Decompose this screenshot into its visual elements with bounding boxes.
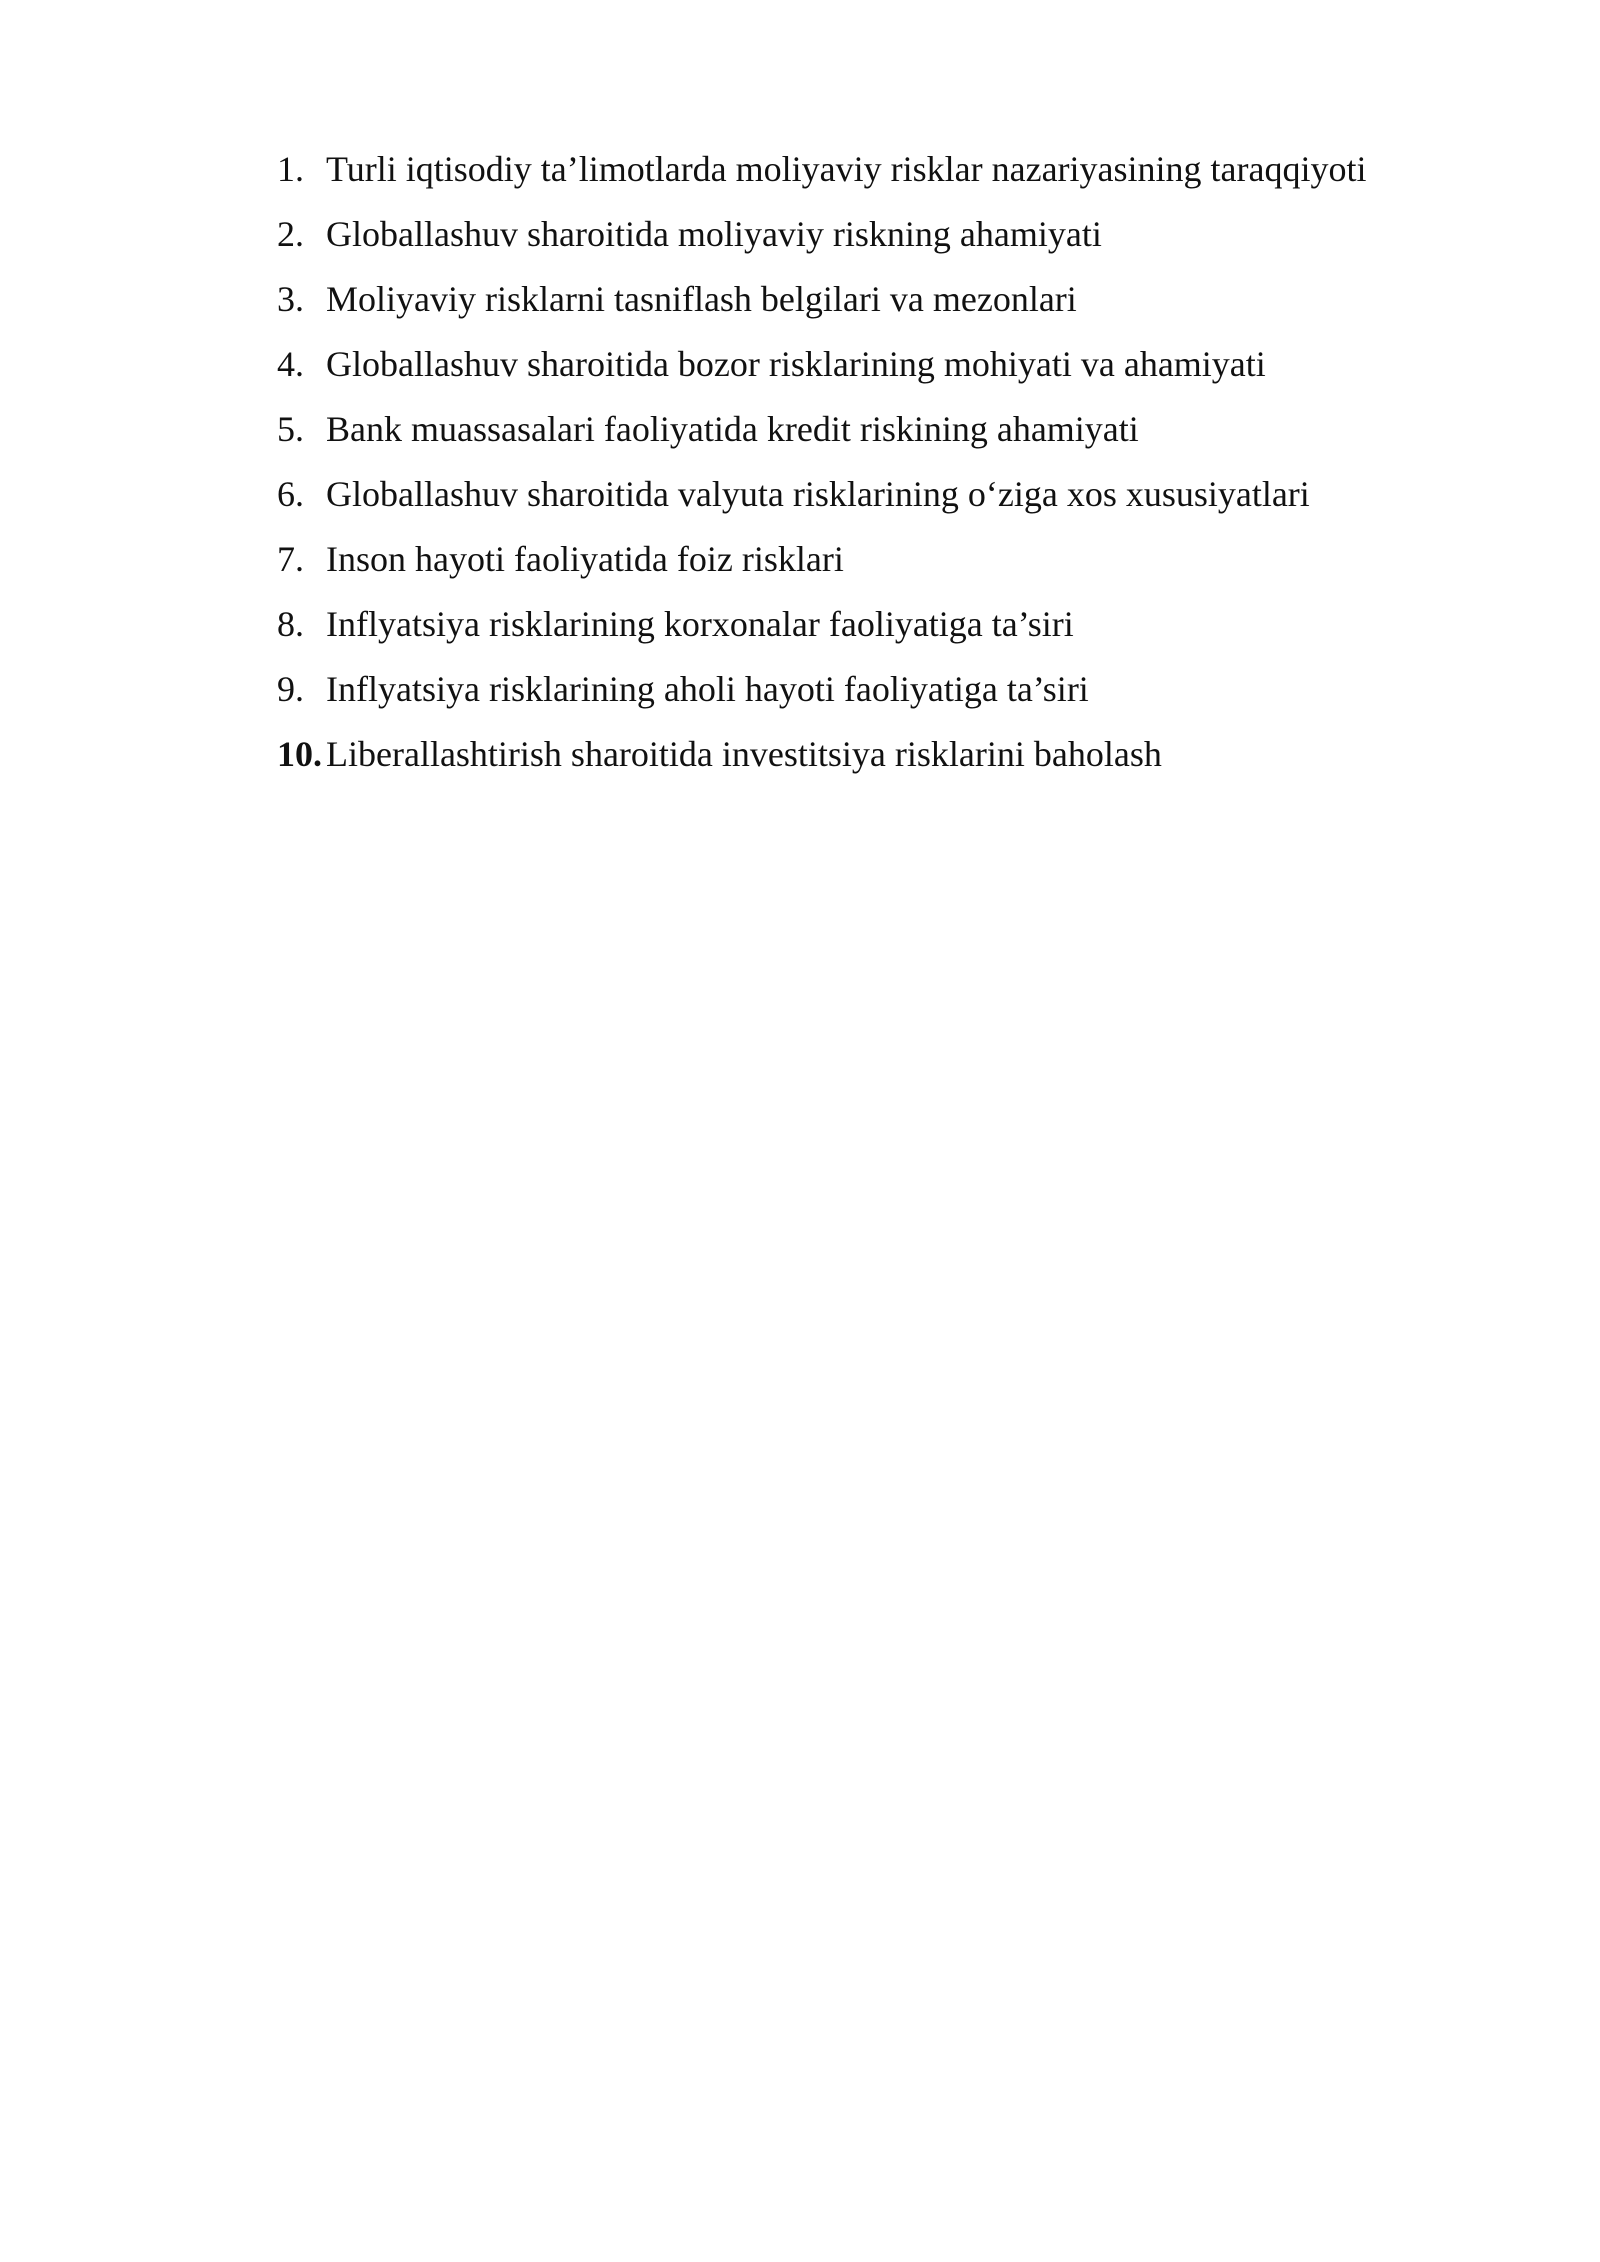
list-item-number: 7. [277,539,304,579]
list-item-number: 3. [277,279,304,319]
list-item-number: 2. [277,214,304,254]
list-item [277,538,1527,603]
list-item-text: Inflyatsiya risklarining korxonalar faoliyatiga ta’siri [326,604,1074,644]
topic-list [277,148,1527,798]
list-item [277,343,1527,408]
list-item-number: 8. [277,604,304,644]
list-item [277,603,1527,668]
list-item-number: 5. [277,409,304,449]
list-item-text: Bank muassasalari faoliyatida kredit riskining ahamiyati [326,409,1139,449]
list-item-number: 9. [277,669,304,709]
list-item [277,213,1527,278]
list-item [277,148,1527,213]
list-item [277,668,1527,733]
list-item-number: 10. [277,734,322,774]
list-item-text: Liberallashtirish sharoitida investitsiya risklarini baholash [326,734,1162,774]
list-item [277,408,1527,473]
list-item-text: Turli iqtisodiy ta’limotlarda moliyaviy risklar nazariyasining taraqqiyoti [326,149,1367,189]
list-item-text: Globallashuv sharoitida moliyaviy riskning ahamiyati [326,214,1102,254]
list-item-text: Moliyaviy risklarni tasniflash belgilari va mezonlari [326,279,1077,319]
list-item-number: 4. [277,344,304,384]
list-item-text: Inson hayoti faoliyatida foiz risklari [326,539,844,579]
list-item-number: 6. [277,474,304,514]
list-item-text: Globallashuv sharoitida valyuta risklarining o‘ziga xos xususiyatlari [326,474,1310,514]
list-item-number: 1. [277,149,304,189]
list-item [277,733,1527,798]
list-item-text: Globallashuv sharoitida bozor risklarining mohiyati va ahamiyati [326,344,1266,384]
list-item [277,473,1527,538]
list-item [277,278,1527,343]
list-item-text: Inflyatsiya risklarining aholi hayoti faoliyatiga ta’siri [326,669,1089,709]
